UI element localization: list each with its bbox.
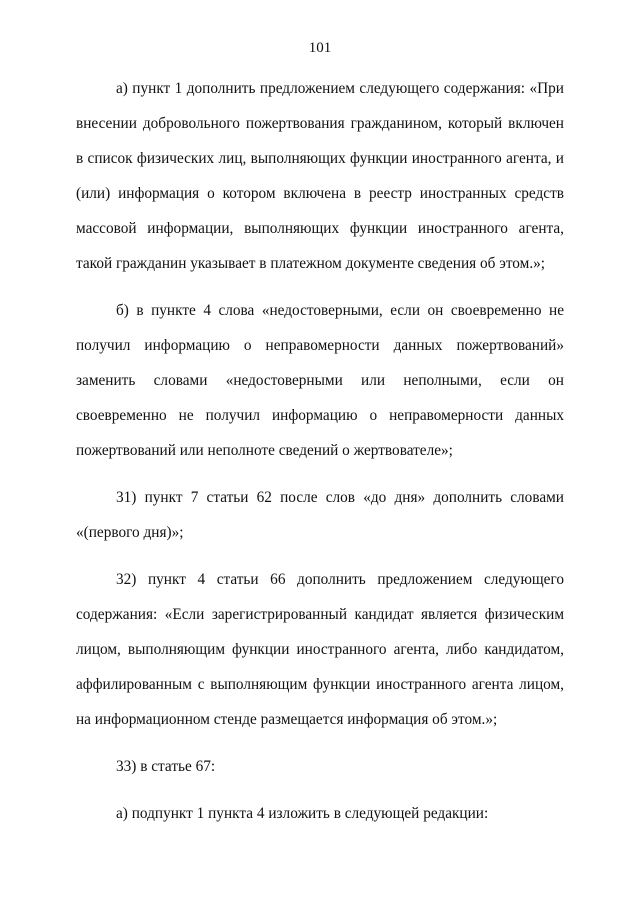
paragraph-32: 32) пункт 4 статьи 66 дополнить предложением следующего содержания: «Если зарегистрированный кандидат является физическим лицом, выполняющим функции иностранного агента, либо кандидатом, аффилированным с выполняющим функции иностранного агента лицом, на информационном стенде размещается информация об этом.»; bbox=[76, 571, 564, 728]
paragraph-31: 31) пункт 7 статьи 62 после слов «до дня» дополнить словами «(первого дня)»; bbox=[76, 489, 564, 541]
paragraph-a-punkt-1: а) пункт 1 дополнить предложением следующего содержания: «При внесении добровольного пожертвования гражданином, который включен в список физических лиц, выполняющих функции иностранного агента, и (или) информация о котором включена в реестр иностранных средств массовой информации, выполняющих функции иностранного агента, такой гражданин указывает в платежном документе сведения об этом.»; bbox=[76, 80, 564, 272]
document-body bbox=[76, 71, 564, 831]
page-number: 101 bbox=[308, 40, 332, 56]
paragraph-a-podpunkt-1: а) подпункт 1 пункта 4 изложить в следующей редакции: bbox=[116, 805, 489, 822]
paragraph-b-punkt-4: б) в пункте 4 слова «недостоверными, если он своевременно не получил информацию о неправомерности данных пожертвований» заменить словами «недостоверными или неполными, если он своевременно не получил информацию о неправомерности данных пожертвований или неполноте сведений о жертвователе»; bbox=[76, 302, 564, 459]
paragraph-33: 33) в статье 67: bbox=[116, 758, 216, 775]
